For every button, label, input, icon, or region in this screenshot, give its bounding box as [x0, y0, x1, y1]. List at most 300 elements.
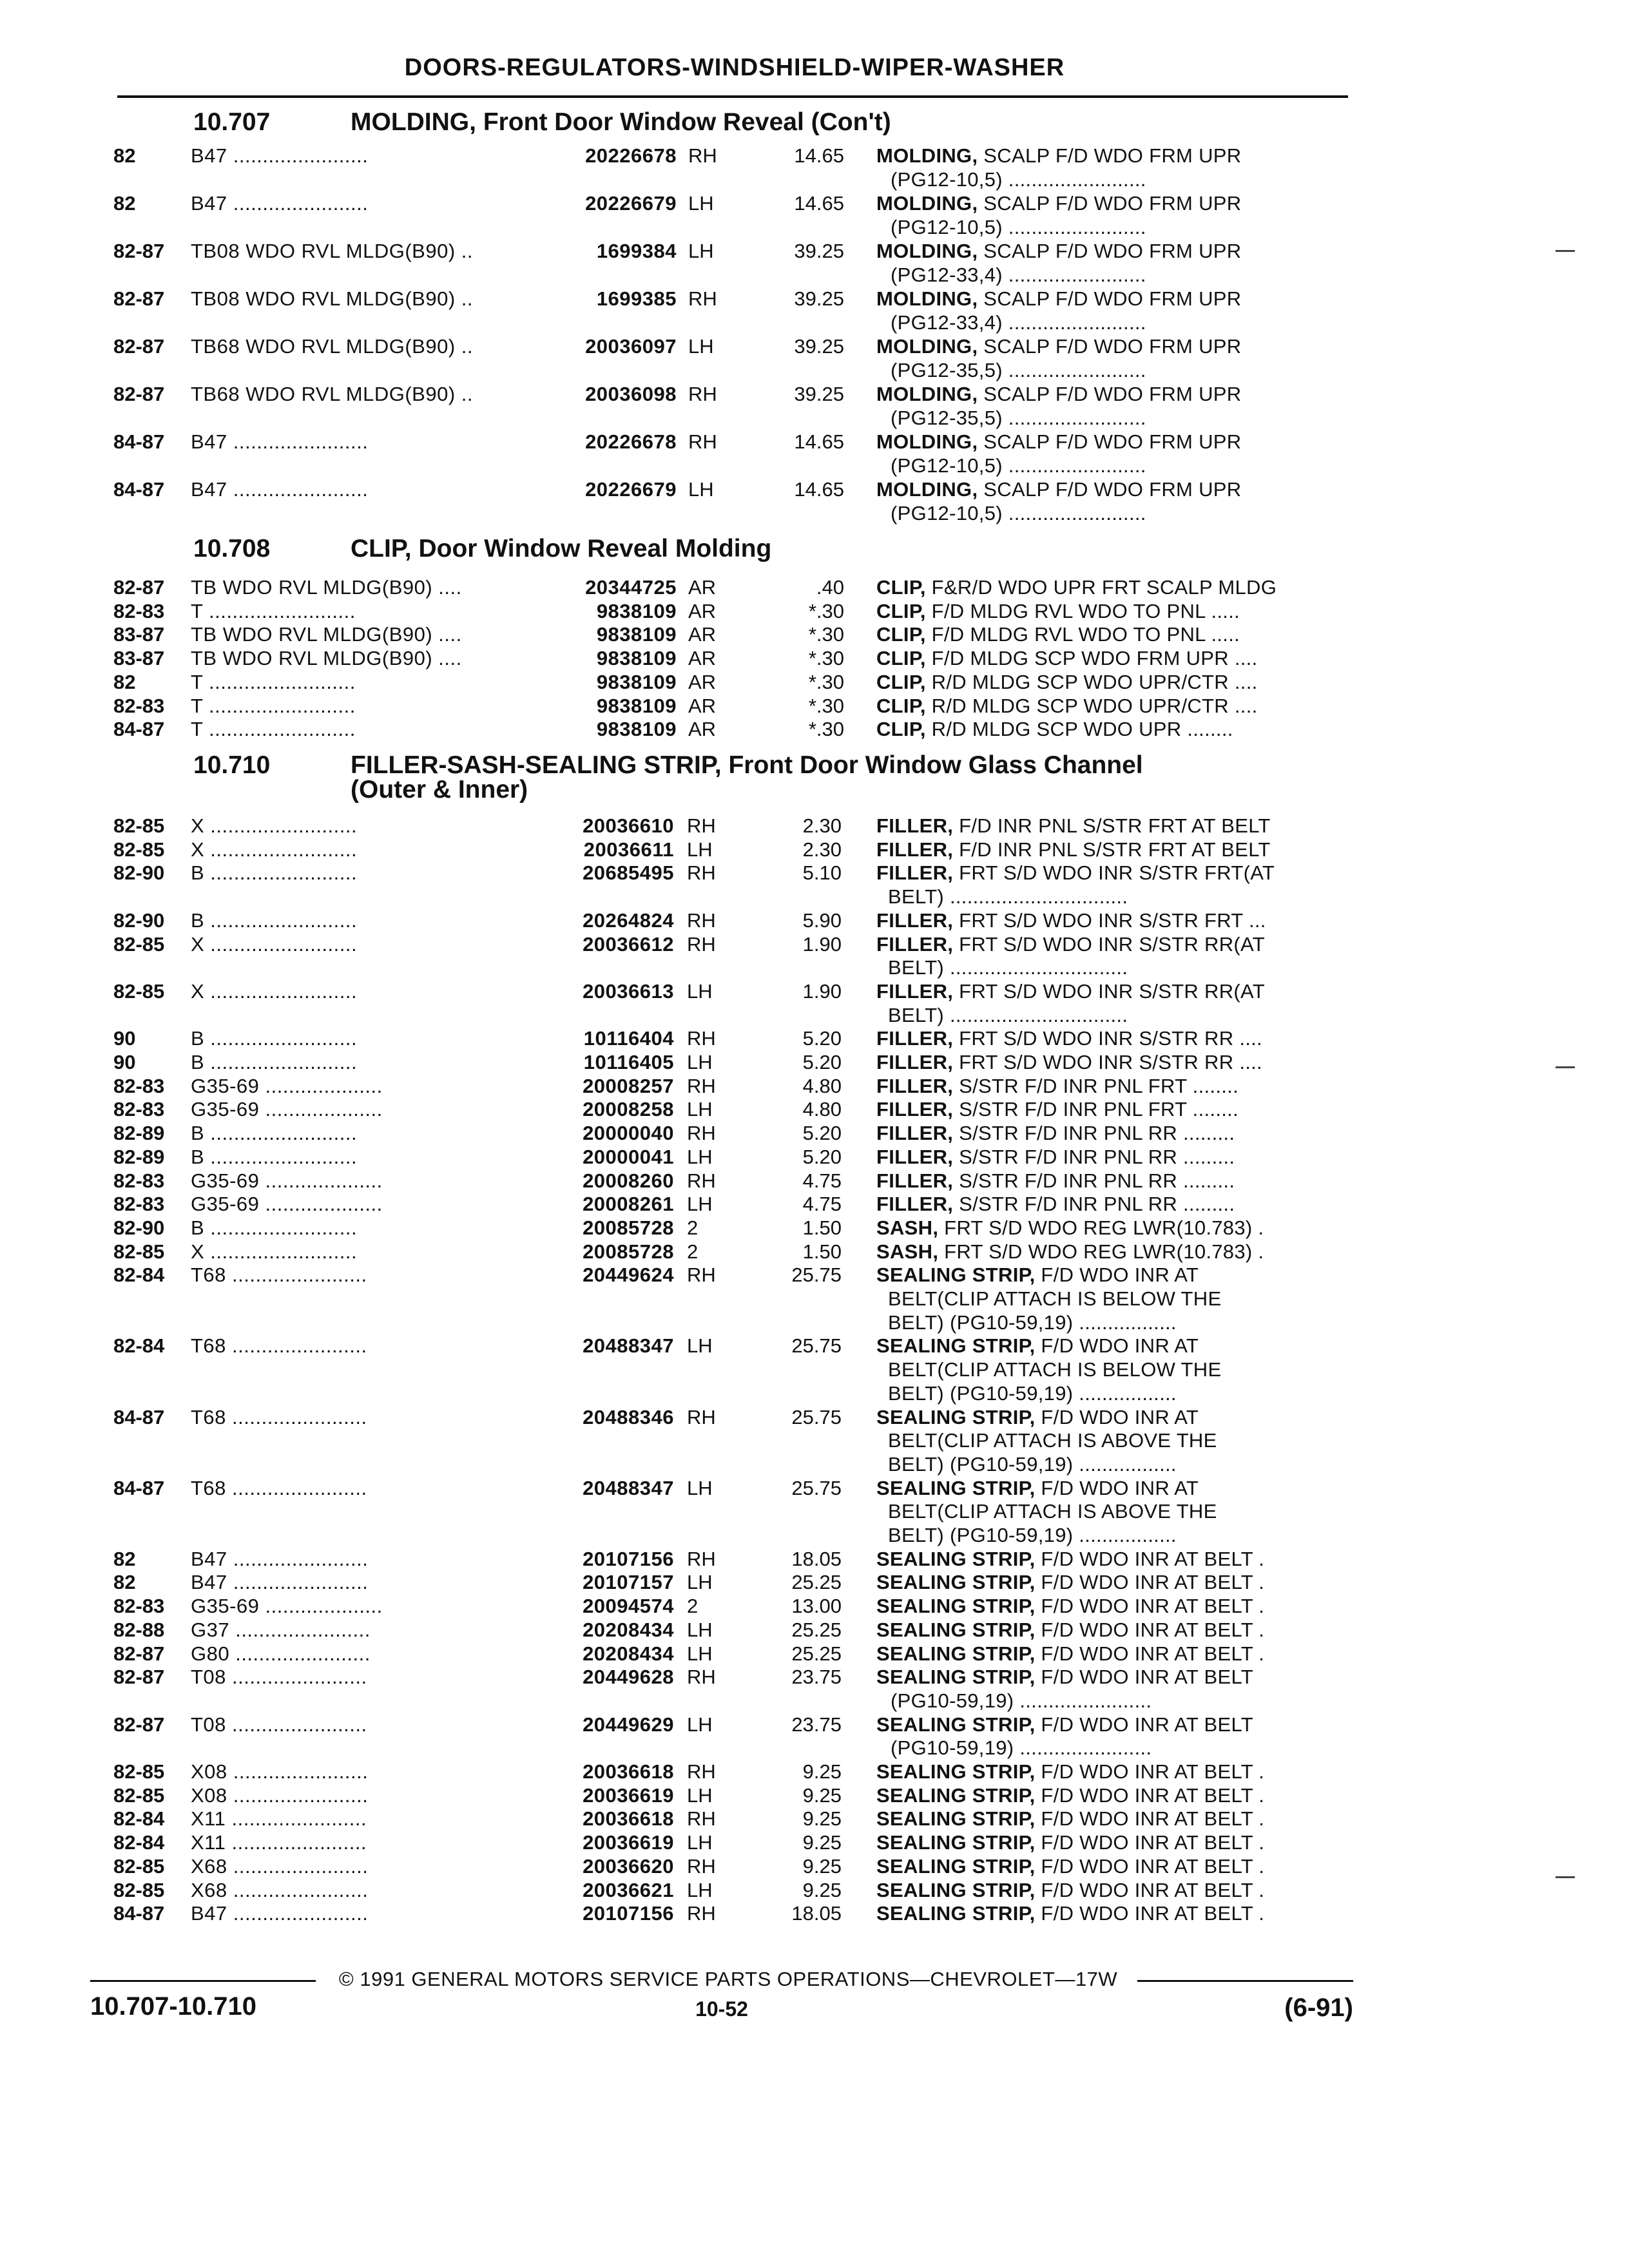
model-description: B .........................	[191, 1122, 358, 1145]
nomenclature	[876, 979, 1353, 1004]
section-number: 10.708	[193, 535, 271, 562]
model-description: G35-69 ....................	[191, 1193, 383, 1216]
part-noun: FILLER,	[876, 1169, 954, 1192]
model-years: 82-87	[113, 1642, 165, 1665]
part-detail: F/D MLDG RVL WDO TO PNL .....	[925, 623, 1240, 646]
nomenclature-continuation: (PG12-35,5) ........................	[891, 407, 1146, 429]
part-noun: CLIP,	[876, 670, 926, 693]
quantity: LH	[687, 1098, 713, 1121]
table-row	[0, 1333, 1629, 1359]
part-noun: SEALING STRIP,	[876, 1595, 1036, 1618]
quantity: RH	[688, 287, 717, 310]
part-detail: S/STR F/D INR PNL FRT ........	[953, 1098, 1239, 1121]
nomenclature	[876, 932, 1353, 957]
nomenclature	[876, 1144, 1353, 1170]
quantity: RH	[687, 861, 716, 885]
table-row	[0, 1878, 1629, 1903]
price: 5.10	[802, 861, 842, 885]
model-years: 83-87	[113, 647, 165, 670]
model-description: TB68 WDO RVL MLDG(B90) ..	[191, 383, 473, 405]
price: 2.30	[802, 838, 842, 861]
section-subheading: (Outer & Inner)	[351, 776, 528, 803]
nomenclature	[876, 1830, 1353, 1856]
quantity: RH	[687, 932, 716, 956]
model-years: 82-90	[113, 1216, 165, 1239]
part-noun: CLIP,	[876, 623, 926, 646]
table-row	[0, 1664, 1629, 1690]
section-heading: CLIP, Door Window Reveal Molding	[351, 535, 772, 562]
part-noun: SEALING STRIP,	[876, 1783, 1036, 1807]
model-description: G35-69 ....................	[191, 1098, 383, 1121]
part-number: 20036621	[583, 1878, 674, 1901]
model-years: 84-87	[113, 1476, 165, 1499]
model-years: 82-83	[113, 599, 165, 622]
nomenclature	[876, 1806, 1353, 1832]
model-description: B .........................	[191, 1145, 358, 1168]
model-years: 82-83	[113, 1074, 165, 1097]
part-detail: S/STR F/D INR PNL RR .........	[953, 1145, 1235, 1168]
quantity: LH	[687, 1145, 713, 1168]
model-years: 82-84	[113, 1831, 165, 1854]
nomenclature	[876, 1168, 1353, 1194]
model-years: 82-90	[113, 908, 165, 932]
part-noun: SEALING STRIP,	[876, 1547, 1036, 1570]
model-years: 82	[113, 1547, 136, 1570]
price: 39.25	[794, 240, 844, 262]
quantity: AR	[688, 599, 717, 622]
nomenclature	[876, 1878, 1353, 1903]
quantity: RH	[687, 1807, 716, 1831]
price: 9.25	[802, 1854, 842, 1878]
part-number: 20000040	[583, 1122, 674, 1145]
quantity: LH	[687, 1193, 713, 1216]
part-number: 10116404	[583, 1027, 674, 1050]
model-years: 82-87	[113, 383, 165, 405]
model-description: T68 .......................	[191, 1405, 367, 1428]
nomenclature	[876, 143, 1353, 169]
quantity: AR	[688, 718, 717, 741]
page-header: DOORS-REGULATORS-WINDSHIELD-WIPER-WASHER	[404, 54, 1065, 81]
part-number: 20488347	[583, 1334, 674, 1358]
nomenclature	[876, 334, 1353, 360]
price: 25.25	[791, 1642, 842, 1665]
nomenclature	[876, 1050, 1353, 1075]
part-number: 20264824	[583, 908, 674, 932]
nomenclature	[876, 575, 1353, 601]
part-number: 20036619	[583, 1831, 674, 1854]
quantity: AR	[688, 694, 717, 717]
part-detail: SCALP F/D WDO FRM UPR	[978, 430, 1242, 453]
part-detail: F/D WDO INR AT BELT .	[1035, 1807, 1265, 1831]
nomenclature	[876, 1097, 1353, 1122]
part-detail: S/STR F/D INR PNL RR .........	[953, 1122, 1235, 1145]
part-noun: FILLER,	[876, 1122, 954, 1145]
table-row	[0, 1854, 1629, 1879]
part-noun: SEALING STRIP,	[876, 1642, 1036, 1665]
model-description: B47 .......................	[191, 430, 369, 453]
table-row	[0, 979, 1629, 1004]
quantity: RH	[688, 144, 717, 167]
table-row	[0, 837, 1629, 863]
nomenclature	[876, 646, 1353, 671]
table-row	[0, 1641, 1629, 1667]
nomenclature	[876, 1026, 1353, 1052]
model-years: 82-83	[113, 1595, 165, 1618]
table-row	[0, 429, 1629, 455]
model-years: 82-83	[113, 694, 165, 717]
table-row	[0, 932, 1629, 957]
nomenclature-continuation: BELT) (PG10-59,19) .................	[888, 1311, 1177, 1334]
revision-date: (6-91)	[1284, 1994, 1353, 2022]
part-noun: MOLDING,	[876, 383, 978, 405]
price: 25.75	[791, 1405, 842, 1428]
price: *.30	[808, 670, 844, 693]
part-number: 20036613	[583, 979, 674, 1003]
footer-range: 10.707-10.710	[90, 1992, 257, 2021]
part-noun: FILLER,	[876, 1051, 954, 1073]
model-description: G35-69 ....................	[191, 1169, 383, 1192]
part-noun: SEALING STRIP,	[876, 1713, 1036, 1736]
part-number: 20107156	[583, 1547, 674, 1570]
margin-mark	[1556, 1066, 1575, 1068]
table-row	[0, 1546, 1629, 1572]
price: 1.50	[802, 1216, 842, 1239]
table-row	[0, 1617, 1629, 1643]
quantity: LH	[688, 335, 714, 358]
part-number: 20085728	[583, 1240, 674, 1263]
model-description: TB WDO RVL MLDG(B90) ....	[191, 647, 462, 670]
model-years: 82-85	[113, 1240, 165, 1263]
nomenclature	[876, 1593, 1353, 1619]
part-noun: SEALING STRIP,	[876, 1878, 1036, 1901]
model-years: 82	[113, 192, 136, 215]
model-years: 82-88	[113, 1618, 165, 1641]
nomenclature-continuation: BELT(CLIP ATTACH IS BELOW THE	[888, 1358, 1222, 1381]
model-description: X .........................	[191, 814, 358, 837]
part-noun: MOLDING,	[876, 240, 978, 262]
footer-copyright: © 1991 GENERAL MOTORS SERVICE PARTS OPERATIONS—CHEVROLET—17W	[338, 1968, 1118, 1990]
part-noun: MOLDING,	[876, 430, 978, 453]
part-noun: FILLER,	[876, 1027, 954, 1050]
table-row	[0, 1475, 1629, 1501]
part-detail: F/D WDO INR AT BELT	[1035, 1713, 1253, 1736]
price: 4.75	[802, 1193, 842, 1216]
model-description: TB08 WDO RVL MLDG(B90) ..	[191, 287, 473, 310]
model-description: TB08 WDO RVL MLDG(B90) ..	[191, 240, 473, 262]
quantity: LH	[687, 1051, 713, 1073]
table-row	[0, 1712, 1629, 1738]
model-years: 82-84	[113, 1334, 165, 1358]
part-detail: F/D WDO INR AT BELT	[1035, 1666, 1253, 1689]
quantity: LH	[688, 478, 714, 501]
part-number: 9838109	[596, 599, 677, 622]
price: 1.50	[802, 1240, 842, 1263]
part-noun: FILLER,	[876, 1098, 954, 1121]
price: 23.75	[791, 1666, 842, 1689]
model-description: X68 .......................	[191, 1854, 369, 1878]
nomenclature	[876, 599, 1353, 624]
model-description: G37 .......................	[191, 1618, 371, 1641]
model-years: 82-89	[113, 1145, 165, 1168]
part-number: 10116405	[583, 1051, 674, 1073]
part-noun: SEALING STRIP,	[876, 1831, 1036, 1854]
price: 25.75	[791, 1476, 842, 1499]
quantity: RH	[687, 814, 716, 837]
price: 39.25	[794, 287, 844, 310]
price: 5.20	[802, 1027, 842, 1050]
part-noun: CLIP,	[876, 576, 926, 599]
table-row	[0, 575, 1629, 601]
part-detail: FRT S/D WDO REG LWR(10.783) .	[938, 1240, 1264, 1263]
part-detail: F/D WDO INR AT BELT .	[1035, 1595, 1265, 1618]
part-noun: SASH,	[876, 1240, 939, 1263]
part-detail: S/STR F/D INR PNL FRT ........	[953, 1074, 1239, 1097]
part-number: 20036611	[583, 838, 674, 861]
quantity: RH	[687, 1027, 716, 1050]
price: 14.65	[794, 478, 844, 501]
part-noun: FILLER,	[876, 814, 954, 837]
nomenclature-continuation: BELT) ...............................	[888, 956, 1128, 979]
table-row	[0, 1901, 1629, 1927]
part-detail: F/D WDO INR AT BELT .	[1035, 1642, 1265, 1665]
model-description: G35-69 ....................	[191, 1074, 383, 1097]
price: 14.65	[794, 430, 844, 453]
table-row	[0, 1097, 1629, 1122]
model-description: X .........................	[191, 838, 358, 861]
part-noun: FILLER,	[876, 1193, 954, 1216]
part-number: 20036618	[583, 1807, 674, 1831]
quantity: 2	[687, 1240, 699, 1263]
nomenclature	[876, 1617, 1353, 1643]
table-row	[0, 477, 1629, 503]
model-years: 84-87	[113, 1902, 165, 1925]
nomenclature-continuation: (PG10-59,19) .......................	[891, 1689, 1152, 1712]
quantity: AR	[688, 623, 717, 646]
model-description: G80 .......................	[191, 1642, 371, 1665]
part-noun: SEALING STRIP,	[876, 1405, 1036, 1428]
nomenclature	[876, 1262, 1353, 1288]
quantity: LH	[687, 1618, 713, 1641]
nomenclature	[876, 1783, 1353, 1809]
model-years: 82-85	[113, 1760, 165, 1783]
part-number: 20000041	[583, 1145, 674, 1168]
table-row	[0, 1215, 1629, 1241]
part-noun: CLIP,	[876, 718, 926, 741]
section-number: 10.710	[193, 751, 271, 779]
table-row	[0, 1168, 1629, 1194]
part-detail: R/D MLDG SCP WDO UPR/CTR ....	[925, 670, 1258, 693]
nomenclature	[876, 1664, 1353, 1690]
nomenclature	[876, 1759, 1353, 1785]
nomenclature-continuation: (PG10-59,19) .......................	[891, 1736, 1152, 1760]
part-number: 1699385	[596, 287, 677, 310]
quantity: RH	[687, 1760, 716, 1783]
model-years: 82-85	[113, 1783, 165, 1807]
part-number: 20036610	[583, 814, 674, 837]
quantity: LH	[687, 1831, 713, 1854]
part-noun: CLIP,	[876, 599, 926, 622]
nomenclature	[876, 238, 1353, 264]
part-detail: F/D WDO INR AT BELT .	[1035, 1547, 1265, 1570]
model-description: B47 .......................	[191, 144, 369, 167]
nomenclature-continuation: (PG12-33,4) ........................	[891, 311, 1146, 334]
part-detail: FRT S/D WDO INR S/STR FRT(AT	[953, 861, 1275, 885]
part-detail: F/D WDO INR AT	[1035, 1405, 1199, 1428]
model-years: 82-85	[113, 979, 165, 1003]
part-noun: FILLER,	[876, 1074, 954, 1097]
part-number: 20685495	[583, 861, 674, 885]
part-noun: SEALING STRIP,	[876, 1476, 1036, 1499]
part-number: 20008257	[583, 1074, 674, 1097]
nomenclature	[876, 837, 1353, 863]
part-number: 9838109	[596, 647, 677, 670]
nomenclature	[876, 1712, 1353, 1738]
price: 25.75	[791, 1334, 842, 1358]
part-noun: SEALING STRIP,	[876, 1666, 1036, 1689]
nomenclature	[876, 669, 1353, 695]
price: 9.25	[802, 1878, 842, 1901]
part-noun: SEALING STRIP,	[876, 1618, 1036, 1641]
model-description: T .........................	[191, 718, 356, 741]
table-row	[0, 1593, 1629, 1619]
price: 18.05	[791, 1547, 842, 1570]
header-rule	[117, 95, 1348, 98]
part-number: 20488346	[583, 1405, 674, 1428]
part-number: 20094574	[583, 1595, 674, 1618]
nomenclature	[876, 1405, 1353, 1430]
table-row	[0, 334, 1629, 360]
part-noun: CLIP,	[876, 647, 926, 670]
table-row	[0, 238, 1629, 264]
part-detail: F/D INR PNL S/STR FRT AT BELT	[953, 838, 1271, 861]
nomenclature-continuation: (PG12-33,4) ........................	[891, 264, 1146, 286]
table-row	[0, 1262, 1629, 1288]
part-number: 20036098	[585, 383, 677, 405]
part-detail: F/D WDO INR AT BELT .	[1035, 1831, 1265, 1854]
nomenclature	[876, 1570, 1353, 1595]
model-description: TB68 WDO RVL MLDG(B90) ..	[191, 335, 473, 358]
model-description: T .........................	[191, 694, 356, 717]
part-detail: FRT S/D WDO INR S/STR FRT ...	[953, 908, 1266, 932]
page-number: 10-52	[695, 1997, 748, 2021]
part-noun: FILLER,	[876, 1145, 954, 1168]
table-row	[0, 908, 1629, 934]
quantity: RH	[687, 1169, 716, 1192]
part-noun: SEALING STRIP,	[876, 1902, 1036, 1925]
part-detail: FRT S/D WDO INR S/STR RR(AT	[953, 979, 1265, 1003]
model-years: 90	[113, 1027, 136, 1050]
part-detail: SCALP F/D WDO FRM UPR	[978, 192, 1242, 215]
nomenclature	[876, 1239, 1353, 1265]
section-number: 10.707	[193, 108, 271, 136]
price: 9.25	[802, 1760, 842, 1783]
model-description: B47 .......................	[191, 1902, 369, 1925]
part-number: 20107156	[583, 1902, 674, 1925]
model-years: 82-83	[113, 1169, 165, 1192]
table-row	[0, 286, 1629, 312]
table-row	[0, 860, 1629, 886]
part-number: 1699384	[596, 240, 677, 262]
nomenclature-continuation: (PG12-10,5) ........................	[891, 216, 1146, 238]
nomenclature-continuation: BELT(CLIP ATTACH IS BELOW THE	[888, 1287, 1222, 1310]
model-years: 82-85	[113, 838, 165, 861]
model-years: 82-87	[113, 576, 165, 599]
price: *.30	[808, 599, 844, 622]
model-description: B47 .......................	[191, 1547, 369, 1570]
price: 2.30	[802, 814, 842, 837]
nomenclature-continuation: BELT) ...............................	[888, 885, 1128, 908]
quantity: RH	[687, 1074, 716, 1097]
model-years: 84-87	[113, 478, 165, 501]
model-description: X .........................	[191, 932, 358, 956]
table-row	[0, 1570, 1629, 1595]
part-detail: F/D WDO INR AT	[1035, 1264, 1199, 1287]
part-detail: FRT S/D WDO REG LWR(10.783) .	[938, 1216, 1264, 1239]
price: *.30	[808, 647, 844, 670]
part-noun: SASH,	[876, 1216, 939, 1239]
part-noun: CLIP,	[876, 694, 926, 717]
price: .40	[816, 576, 844, 599]
section-title	[193, 751, 1143, 780]
model-years: 84-87	[113, 430, 165, 453]
price: 13.00	[791, 1595, 842, 1618]
model-years: 82-90	[113, 861, 165, 885]
table-row	[0, 599, 1629, 624]
nomenclature	[876, 1120, 1353, 1146]
price: 25.75	[791, 1264, 842, 1287]
quantity: LH	[688, 240, 714, 262]
part-detail: F/D WDO INR AT BELT .	[1035, 1854, 1265, 1878]
quantity: RH	[687, 1854, 716, 1878]
quantity: RH	[688, 383, 717, 405]
part-noun: FILLER,	[876, 908, 954, 932]
model-years: 82-87	[113, 335, 165, 358]
price: 4.80	[802, 1074, 842, 1097]
part-number: 20036097	[585, 335, 677, 358]
part-detail: R/D MLDG SCP WDO UPR ........	[925, 718, 1233, 741]
model-description: X11 .......................	[191, 1831, 367, 1854]
price: 18.05	[791, 1902, 842, 1925]
table-row	[0, 1073, 1629, 1099]
part-number: 20008258	[583, 1098, 674, 1121]
model-description: TB WDO RVL MLDG(B90) ....	[191, 623, 462, 646]
margin-mark	[1556, 1876, 1575, 1878]
part-number: 20008260	[583, 1169, 674, 1192]
table-row	[0, 1050, 1629, 1075]
price: 14.65	[794, 144, 844, 167]
model-description: B .........................	[191, 1027, 358, 1050]
part-number: 9838109	[596, 718, 677, 741]
section-heading: MOLDING, Front Door Window Reveal (Con't)	[351, 108, 891, 136]
part-number: 20449628	[583, 1666, 674, 1689]
model-description: G35-69 ....................	[191, 1595, 383, 1618]
price: 5.20	[802, 1122, 842, 1145]
quantity: LH	[687, 1878, 713, 1901]
quantity: AR	[688, 670, 717, 693]
part-noun: MOLDING,	[876, 478, 978, 501]
part-detail: SCALP F/D WDO FRM UPR	[978, 240, 1242, 262]
table-row	[0, 1783, 1629, 1809]
quantity: 2	[687, 1216, 699, 1239]
quantity: 2	[687, 1595, 699, 1618]
quantity: RH	[687, 908, 716, 932]
table-row	[0, 1239, 1629, 1265]
quantity: LH	[687, 1334, 713, 1358]
part-noun: SEALING STRIP,	[876, 1334, 1036, 1358]
price: *.30	[808, 694, 844, 717]
part-number: 20036618	[583, 1760, 674, 1783]
price: 39.25	[794, 383, 844, 405]
